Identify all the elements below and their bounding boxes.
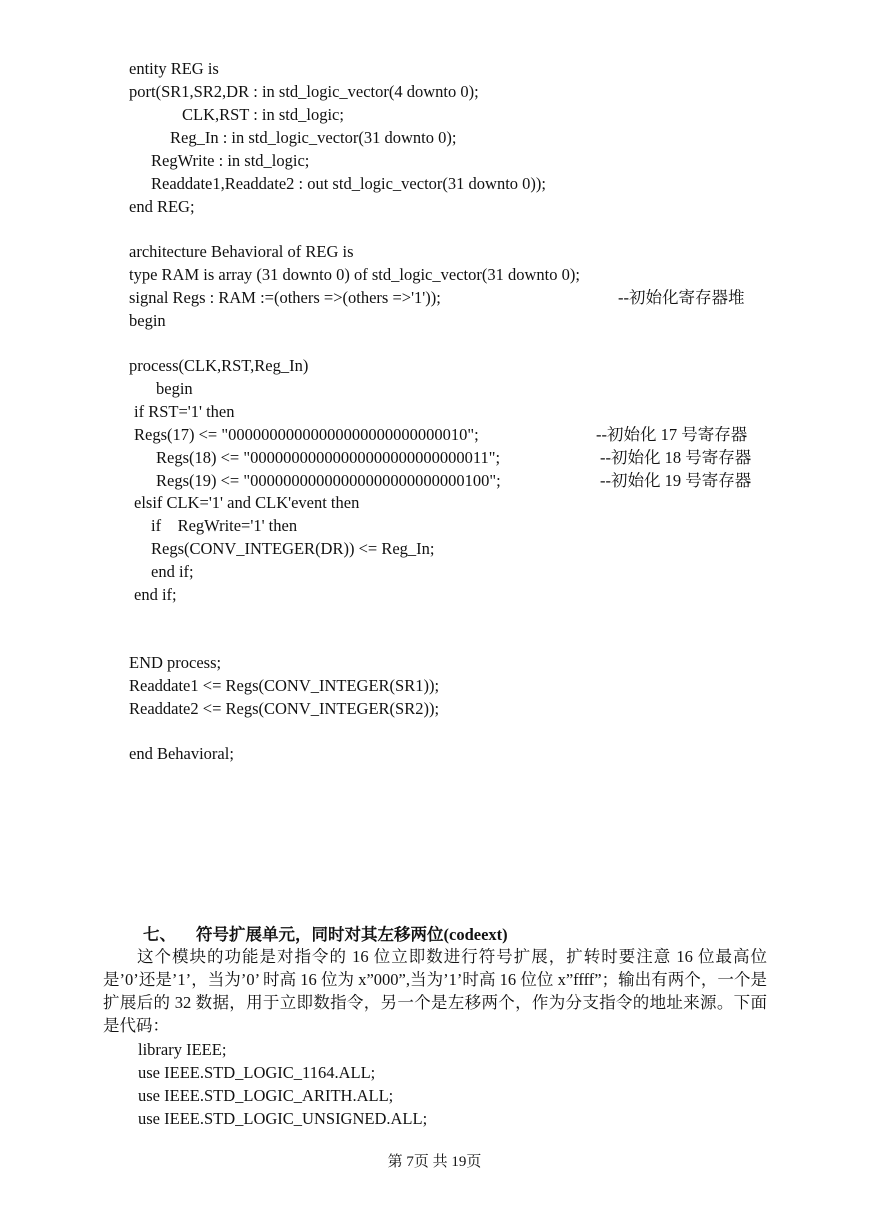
code-line: type RAM is array (31 downto 0) of std_logic_vector(31 downto 0);	[129, 265, 580, 284]
code-line: Readdate1,Readdate2 : out std_logic_vector(31 downto 0));	[151, 174, 546, 193]
code-line: Regs(18) <= "00000000000000000000000000011";	[156, 448, 501, 467]
code-line: begin	[129, 311, 166, 330]
code-line: end if;	[151, 562, 194, 581]
code-line: entity REG is	[129, 59, 219, 78]
code-comment: --初始化寄存器堆	[618, 288, 745, 307]
code-line: if RST='1' then	[134, 402, 235, 421]
code-line: use IEEE.STD_LOGIC_1164.ALL;	[138, 1063, 376, 1082]
code-line: Regs(19) <= "00000000000000000000000000100";	[156, 471, 501, 490]
code-line: end REG;	[129, 197, 195, 216]
code-line: if RegWrite='1' then	[151, 516, 298, 535]
code-line: Regs(17) <= "00000000000000000000000000010";	[134, 425, 479, 444]
code-line: use IEEE.STD_LOGIC_ARITH.ALL;	[138, 1086, 394, 1105]
code-line: elsif CLK='1' and CLK'event then	[134, 493, 360, 512]
code-comment: --初始化 18 号寄存器	[600, 448, 752, 467]
page-footer: 第 7页 共 19页	[387, 1154, 482, 1170]
code-comment: --初始化 19 号寄存器	[600, 471, 752, 490]
code-line: end if;	[134, 585, 177, 604]
code-line: process(CLK,RST,Reg_In)	[129, 356, 309, 375]
code-line: end Behavioral;	[129, 744, 234, 763]
code-line: END process;	[129, 653, 222, 672]
code-line: Regs(CONV_INTEGER(DR)) <= Reg_In;	[151, 539, 435, 558]
code-line: Readdate1 <= Regs(CONV_INTEGER(SR1));	[129, 676, 440, 695]
code-line: CLK,RST : in std_logic;	[182, 105, 344, 124]
section-title: 符号扩展单元，同时对其左移两位(codeext)	[196, 925, 508, 944]
code-line: architecture Behavioral of REG is	[129, 242, 354, 261]
code-line: Readdate2 <= Regs(CONV_INTEGER(SR2));	[129, 699, 440, 718]
code-comment: --初始化 17 号寄存器	[596, 425, 748, 444]
section-paragraph: 这个模块的功能是对指令的 16 位立即数进行符号扩展，扩转时要注意 16 位最高位是’0’还是’1’，当为’0’ 时高 16 位为 x”000”,当为’1’时高 16 位位 x”ffff”；输出有两个，一个是扩展后的 32 数据，用于立即数指令，另一个是左移两个，作为分支指令的地址来源。下面是代码：	[103, 947, 767, 1035]
code-line: port(SR1,SR2,DR : in std_logic_vector(4 downto 0);	[129, 82, 479, 101]
code-line: use IEEE.STD_LOGIC_UNSIGNED.ALL;	[138, 1109, 428, 1128]
code-line: Reg_In : in std_logic_vector(31 downto 0);	[170, 128, 457, 147]
code-line: begin	[156, 379, 193, 398]
section-number: 七、	[143, 925, 176, 944]
code-line: signal Regs : RAM :=(others =>(others =>'1'));	[129, 288, 441, 307]
code-line: RegWrite : in std_logic;	[151, 151, 310, 170]
code-line: library IEEE;	[138, 1040, 227, 1059]
